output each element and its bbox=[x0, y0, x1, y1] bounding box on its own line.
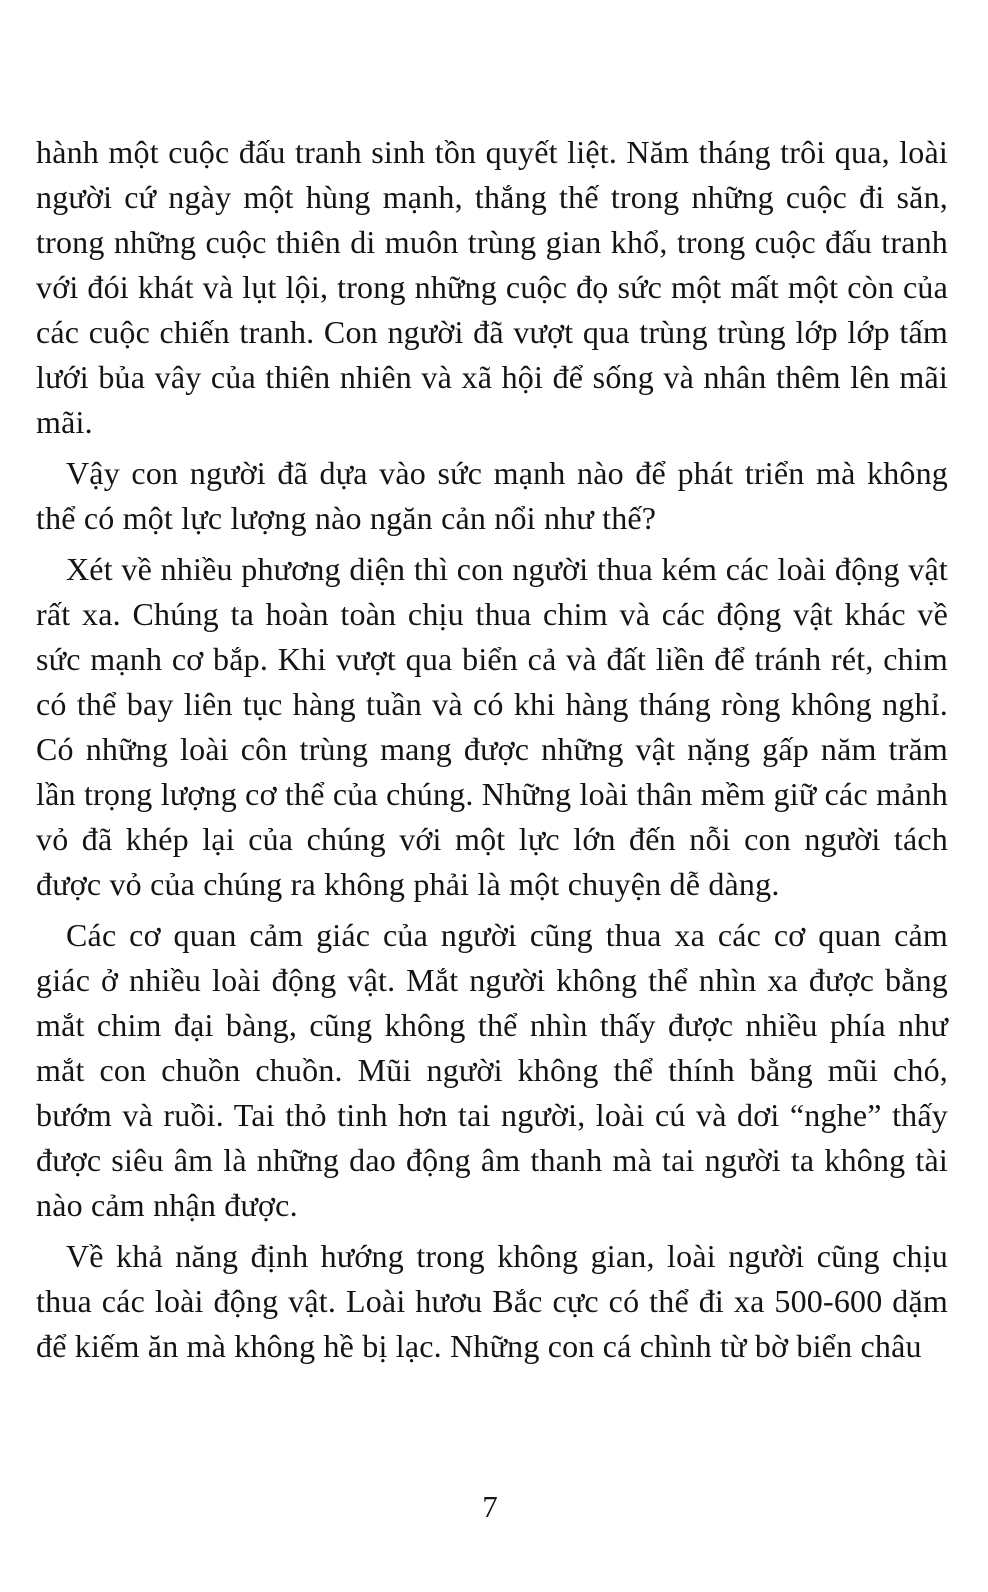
body-text bbox=[36, 130, 948, 1375]
paragraph: Về khả năng định hướng trong không gian, loài người cũng chịu thua các loài động vật. Loài hươu Bắc cực có thể đi xa 500-600 dặm để kiếm ăn mà không hề bị lạc. Những con cá chình từ bờ biển châu bbox=[36, 1238, 948, 1364]
page-number: 7 bbox=[482, 1489, 498, 1524]
paragraph: Vậy con người đã dựa vào sức mạnh nào để phát triển mà không thể có một lực lượng nào ngăn cản nổi như thế? bbox=[36, 455, 948, 536]
paragraph: Các cơ quan cảm giác của người cũng thua xa các cơ quan cảm giác ở nhiều loài động vật. Mắt người không thể nhìn xa được bằng mắt chim đại bàng, cũng không thể nhìn thấy được nhiều phía như mắt con chuồn chuồn. Mũi người không thể thính bằng mũi chó, bướm và ruồi. Tai thỏ tinh hơn tai người, loài cú và dơi “nghe” thấy được siêu âm là những dao động âm thanh mà tai người ta không tài nào cảm nhận được. bbox=[36, 917, 948, 1223]
paragraph: Xét về nhiều phương diện thì con người thua kém các loài động vật rất xa. Chúng ta hoàn toàn chịu thua chim và các động vật khác về sức mạnh cơ bắp. Khi vượt qua biển cả và đất liền để tránh rét, chim có thể bay liên tục hàng tuần và có khi hàng tháng ròng không nghỉ. Có những loài côn trùng mang được những vật nặng gấp năm trăm lần trọng lượng cơ thể của chúng. Những loài thân mềm giữ các mảnh vỏ đã khép lại của chúng với một lực lớn đến nỗi con người tách được vỏ của chúng ra không phải là một chuyện dễ dàng. bbox=[36, 551, 948, 902]
paragraph-continued: hành một cuộc đấu tranh sinh tồn quyết liệt. Năm tháng trôi qua, loài người cứ ngày một hùng mạnh, thắng thế trong những cuộc đi săn, trong những cuộc thiên di muôn trùng gian khổ, trong cuộc đấu tranh với đói khát và lụt lội, trong những cuộc đọ sức một mất một còn của các cuộc chiến tranh. Con người đã vượt qua trùng trùng lớp lớp tấm lưới bủa vây của thiên nhiên và xã hội để sống và nhân thêm lên mãi mãi. bbox=[36, 134, 948, 440]
